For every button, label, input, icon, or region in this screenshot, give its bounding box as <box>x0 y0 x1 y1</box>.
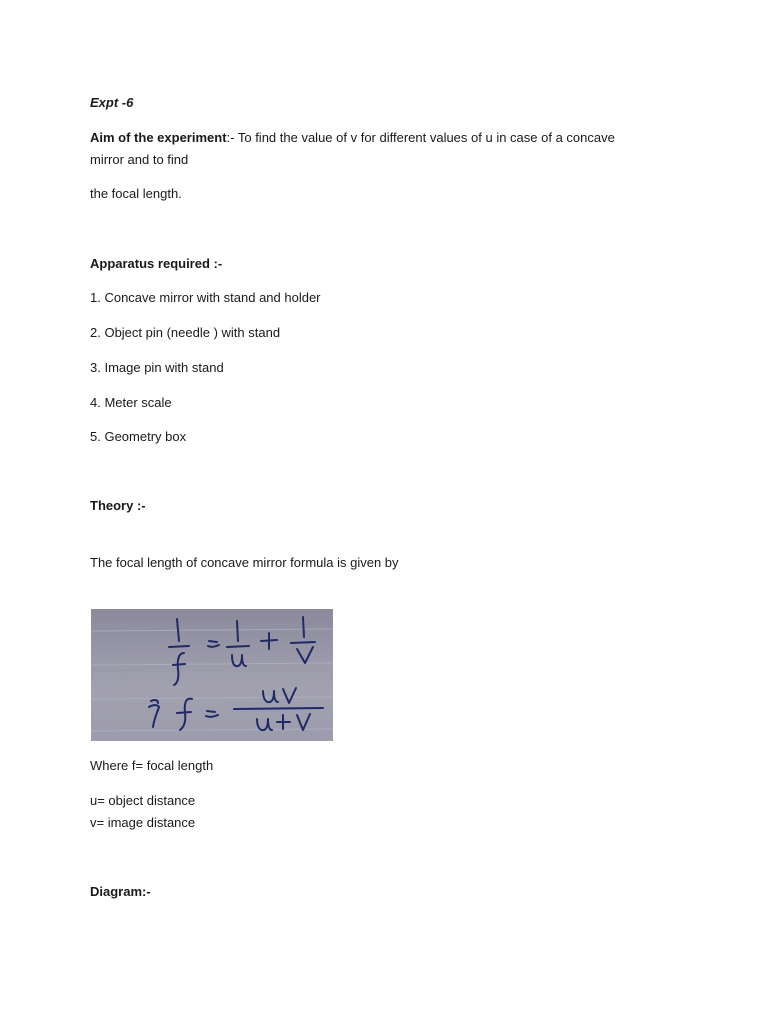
diagram-heading: Diagram:- <box>90 884 151 899</box>
definition-f: Where f= focal length <box>90 758 214 773</box>
apparatus-heading-suffix: :- <box>209 256 223 271</box>
theory-heading-suffix: :- <box>133 498 146 513</box>
aim-line-1 <box>90 130 615 146</box>
aim-line-2: mirror and to find <box>90 152 189 167</box>
apparatus-heading <box>90 256 222 272</box>
theory-intro: The focal length of concave mirror formula is given by <box>90 555 399 570</box>
theory-heading <box>90 498 146 514</box>
apparatus-heading-label: Apparatus required <box>90 256 210 271</box>
handwritten-formula <box>91 609 333 741</box>
aim-label: Aim of the experiment <box>90 130 227 145</box>
aim-line-3: the focal length. <box>90 186 182 201</box>
experiment-heading: Expt -6 <box>90 95 134 110</box>
apparatus-item: 3. Image pin with stand <box>90 360 224 375</box>
definition-u: u= object distance <box>90 793 196 808</box>
apparatus-item: 5. Geometry box <box>90 429 187 444</box>
formula-image <box>91 609 333 741</box>
theory-heading-label: Theory <box>90 498 134 513</box>
aim-text-1: :- To find the value of v for different values of u in case of a concave <box>226 130 615 145</box>
definition-v: v= image distance <box>90 815 196 830</box>
apparatus-item: 1. Concave mirror with stand and holder <box>90 290 321 305</box>
apparatus-item: 2. Object pin (needle ) with stand <box>90 325 281 340</box>
apparatus-item: 4. Meter scale <box>90 395 172 410</box>
